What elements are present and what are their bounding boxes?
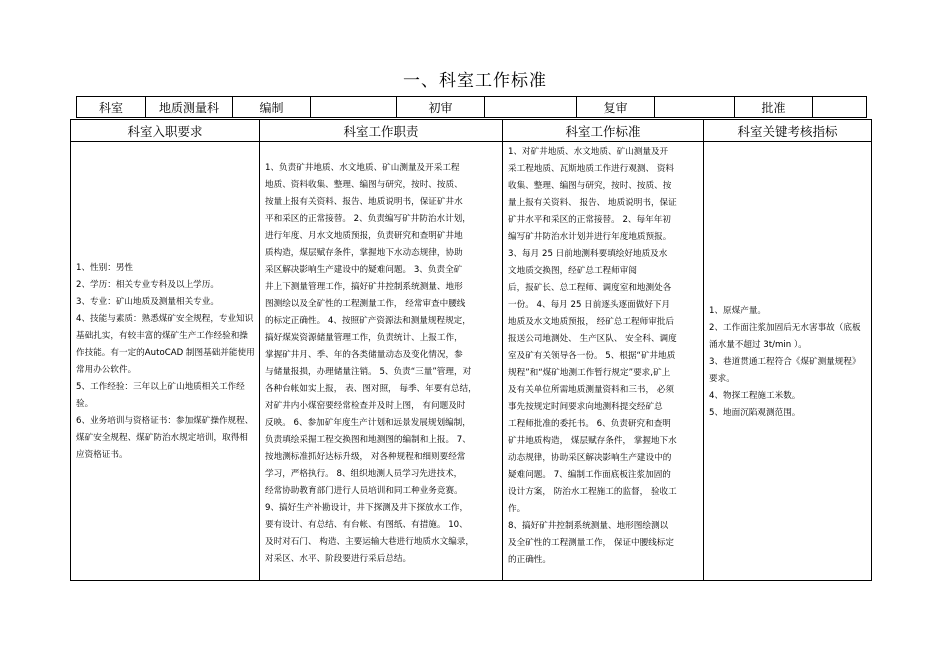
page-title: 一、科室工作标准	[403, 71, 547, 91]
standards-cell	[503, 142, 704, 581]
header-requirements: 科室入职要求	[71, 120, 260, 142]
kpi-item: 3、巷道贯通工程符合《煤矿测量规程》要求。	[709, 356, 861, 384]
dept-value: 地质测量科	[146, 97, 233, 118]
review-label: 初审	[397, 97, 485, 118]
requirement-item: 6、业务培训与资格证书：参加煤矿操作规程、煤矿安全规程、煤矿防治水规定培训，取得相应资格证书。	[76, 416, 254, 460]
requirements-cell	[71, 142, 260, 581]
kpi-item: 1、原煤产量。	[709, 305, 767, 316]
approve-value	[813, 97, 867, 118]
approve-label: 批准	[735, 97, 813, 118]
approval-table	[76, 96, 867, 118]
standards-table	[70, 119, 872, 581]
duties-text: 1、负责矿井地质、水文地质、矿山测量及开采工程 地质、资料收集、整理、编图与研究，按时、按质、 按量上报有关资料、报告、地质说明书，保证矿井水 平和采区的正常接替。 2、负责编写矿井防治水计划， 进行年度、月水文地质预报，负责研究和查明矿井地 质构造，煤层赋存条件，掌握地下水动态规律，协助 采区解决影响生产建设中的疑难问题。 3、负责全矿 井上下测量管理工作，搞好矿井控制系统测量、地形 图测绘以及全矿性的工程测量工作， 经常审查中腰线 的标定正确性。 4、按照矿产资源法和测量规程规定， 搞好煤炭资源储量管理工作，负责统计、上报工作， 掌握矿井月、季、年的各类储量动态及变化情况，参 与储量报损，办理储量注销。 5、负责“三量”管理，对 各种台帐如实上报， 表、图对照， 每季、年要有总结， 对矿井内小煤窑要经常检查并及时上图， 有问题及时 反映。 6、参加矿年度生产计划和远景发展规划编制， 负责填绘采掘工程交换图和地测图的编制和上报。 7、 按地测标准抓好达标升级， 对各种规程和细则要经常 学习，严格执行。 8、组织地测人员学习先进技术， 经常协助教育部门进行人员培训和同工种业务竞赛。 9、搞好生产补勘设计，井下探测及井下探放水工作， 要有设计、有总结、有台帐、有图纸、有措施。 10、 及时对石门、 构造、主要运输大巷进行地质水文编录， 对采区、水平、阶段要进行采后总结。	[265, 163, 477, 564]
requirement-item: 5、工作经验：三年以上矿山地质相关工作经验。	[76, 382, 245, 409]
review-value	[485, 97, 577, 118]
kpi-item: 5、地面沉陷观测范围。	[709, 407, 801, 418]
dept-label: 科室	[77, 97, 146, 118]
kpi-cell	[704, 142, 872, 581]
kpi-item: 2、工作面注浆加固后无水害事故（底板涌水量不超过 3t/min ）。	[709, 322, 861, 350]
requirement-item: 4、技能与素质：熟悉煤矿安全规程，专业知识基础扎实，有较丰富的煤矿生产工作经验和操作技能。有一定的AutoCAD 制图基础并能使用常用办公软件。	[76, 314, 255, 375]
kpi-item: 4、物探工程施工米数。	[709, 390, 801, 401]
recheck-label: 复审	[577, 97, 655, 118]
header-kpi: 科室关键考核指标	[704, 120, 872, 142]
requirement-item: 3、专业：矿山地质及测量相关专业。	[76, 297, 219, 307]
recheck-value	[655, 97, 735, 118]
header-duties: 科室工作职责	[260, 120, 503, 142]
author-label: 编制	[233, 97, 311, 118]
duties-cell	[260, 142, 503, 581]
standards-text: 1、对矿井地质、水文地质、矿山测量及开 采工程地质、瓦斯地质工作进行观测、 资料 收集、整理、编图与研究，按时、按质、按 量上报有关资料、 报告、 地质说明书，保证 矿井水平和采区的正常接替。 2、每年年初 编写矿井防治水计划并进行年度地质预报。 3、每月 25 日前地测科要填绘好地质及水 文地质交换图，经矿总工程师审阅 后，报矿长、总工程师、调度室和地测处各 一份。 4、每月 25 日前逐头逐面做好下月 地质及水文地质预报， 经矿总工程师审批后 报送公司地测处、 生产区队、 安全科、调度 室及矿有关领导各一份。 5、根据“矿井地质 规程”和“煤矿地测工作暂行规定”要求,矿上 及有关单位所需地质测量资料和三书， 必须 事先按规定时间要求向地测科提交经矿总 工程师批准的委托书。 6、负责研究和查明 矿井地质构造， 煤层赋存条件， 掌握地下水 动态规律，协助采区解决影响生产建设中的 疑难问题。 7、编制工作面底板注浆加固的 设计方案， 防治水工程施工的监督， 验收工 作。 8、搞好矿井控制系统测量、地形图绘测以 及全矿性的工程测量工作， 保证中腰线标定 的正确性。	[508, 147, 677, 565]
header-standards: 科室工作标准	[503, 120, 704, 142]
author-value	[311, 97, 397, 118]
requirement-item: 2、学历：相关专业专科及以上学历。	[76, 280, 219, 290]
requirement-item: 1、性别：男性	[76, 263, 134, 273]
